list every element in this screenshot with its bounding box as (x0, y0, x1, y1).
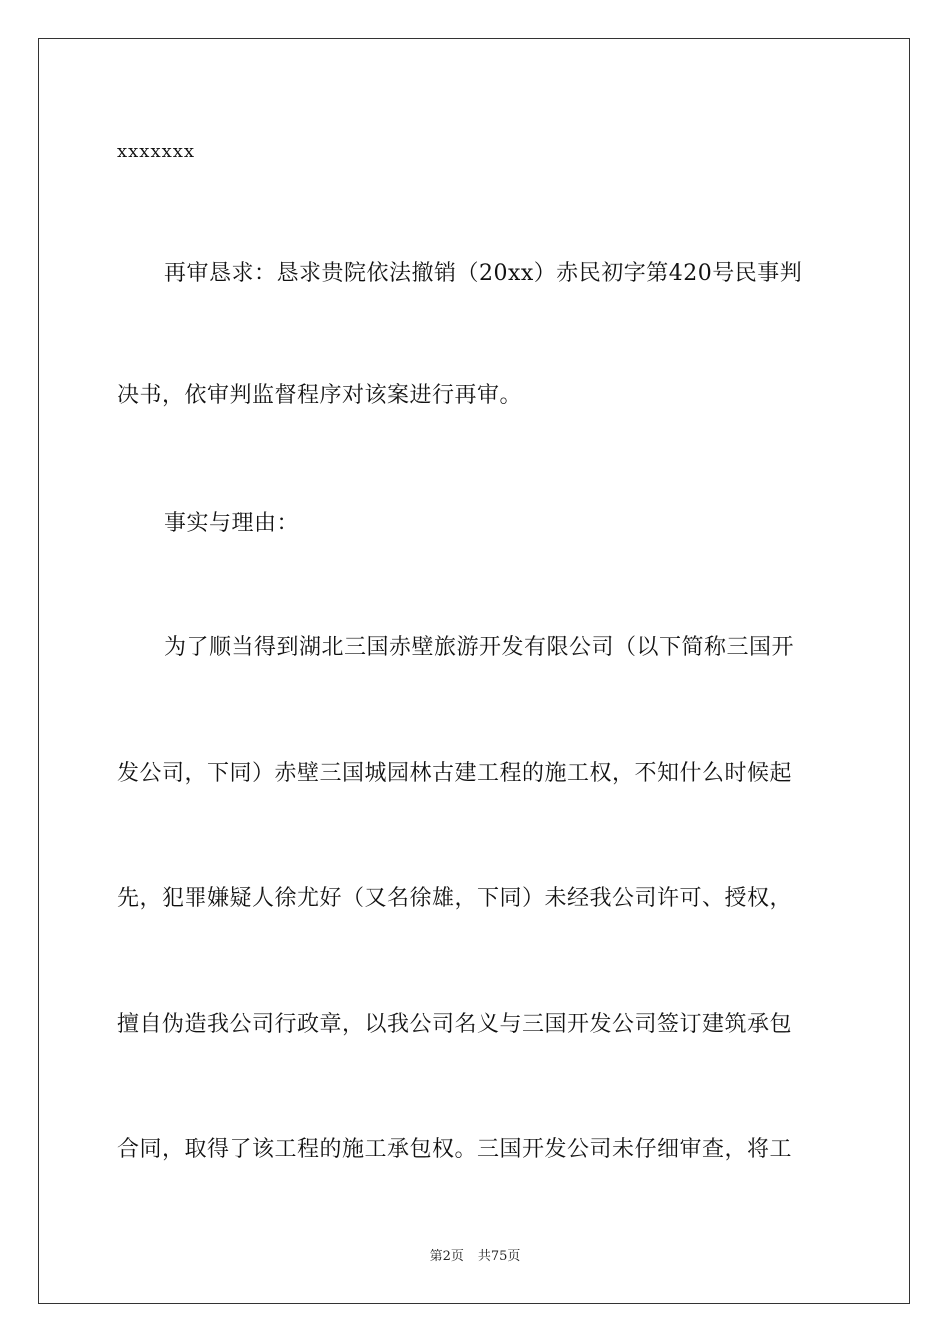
text-line: 决书，依审判监督程序对该案进行再审。 (117, 383, 523, 408)
text-line: xxxxxxx (117, 141, 196, 162)
page-number: 第2页 (429, 1249, 464, 1264)
page-total: 共75页 (477, 1249, 521, 1264)
page-footer (0, 1248, 950, 1266)
text-line: 再审恳求：恳求贵院依法撤销（20xx）赤民初字第420号民事判 (164, 261, 803, 286)
text-line: 先，犯罪嫌疑人徐尤好（又名徐雄，下同）未经我公司许可、授权， (117, 886, 793, 911)
text-line: 擅自伪造我公司行政章，以我公司名义与三国开发公司签订建筑承包 (117, 1012, 793, 1037)
text-line: 合同，取得了该工程的施工承包权。三国开发公司未仔细审查，将工 (117, 1137, 793, 1162)
section-heading: 事实与理由： (164, 511, 300, 536)
page-border (38, 38, 910, 1304)
text-line: 发公司，下同）赤壁三国城园林古建工程的施工权，不知什么时候起 (117, 761, 793, 786)
text-line: 为了顺当得到湖北三国赤壁旅游开发有限公司（以下简称三国开 (164, 635, 795, 660)
